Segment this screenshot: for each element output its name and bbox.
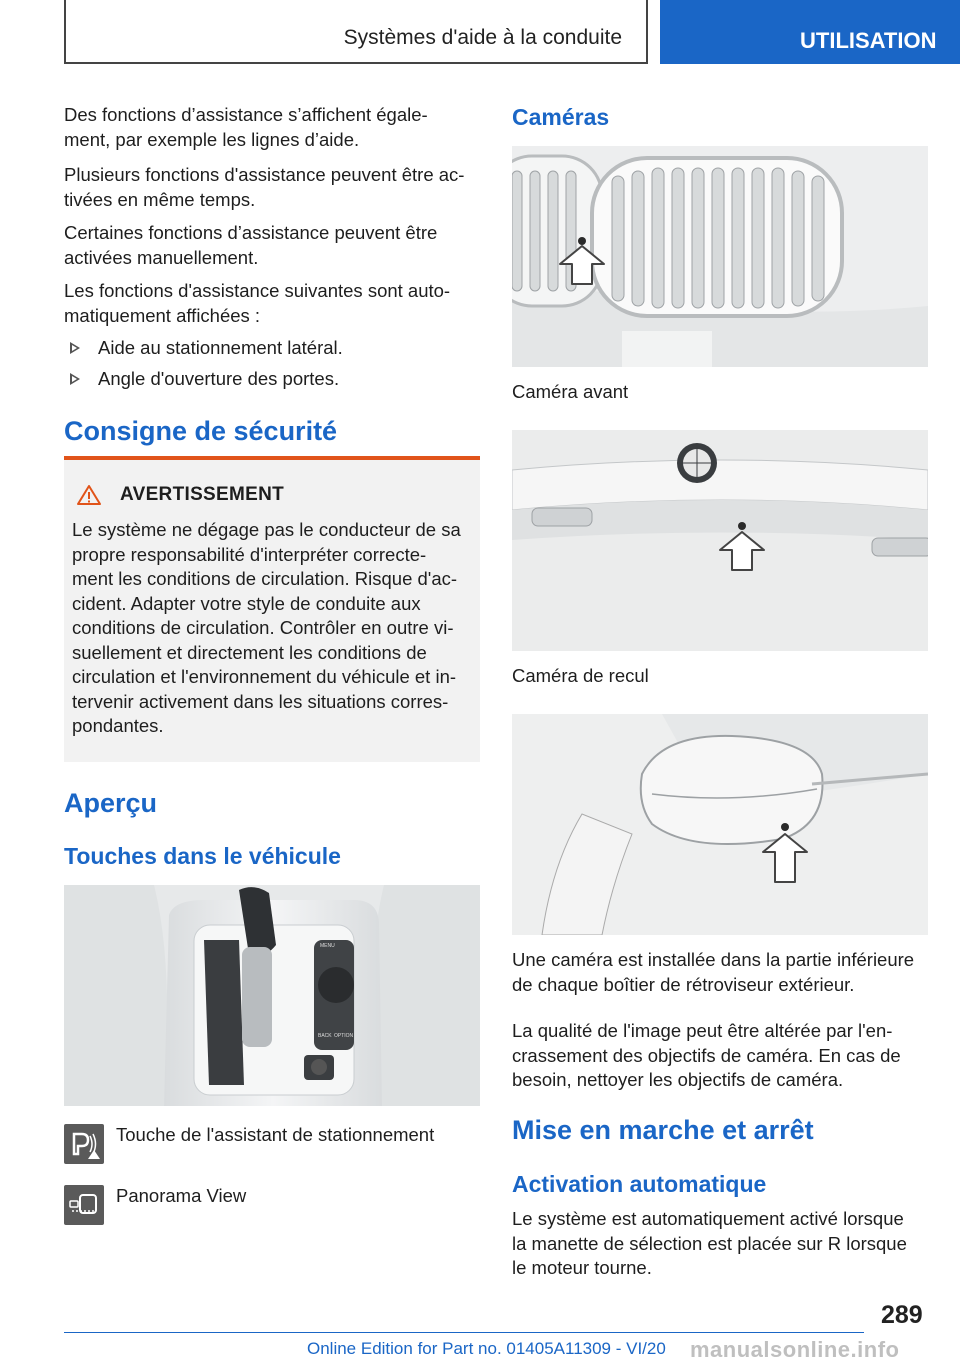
text-line: cident. Adapter votre style de conduite aux <box>72 592 421 614</box>
page-number: 289 <box>881 1301 923 1329</box>
park-assist-label: Touche de l'assistant de stationnement <box>116 1124 435 1145</box>
text-line: Plusieurs fonctions d'assistance peuvent être ac- <box>64 164 465 185</box>
intro-paragraph-4 <box>64 279 450 328</box>
rear-trunk-illustration <box>512 430 928 651</box>
text-line: Une caméra est installée dans la partie inférieure <box>512 949 915 970</box>
rear-camera-caption: Caméra de recul <box>512 665 649 686</box>
auto-activation-heading: Activation automatique <box>512 1171 767 1197</box>
text-line: besoin, nettoyer les objectifs de caméra. <box>512 1069 844 1090</box>
warning-triangle-icon <box>76 484 102 506</box>
text-line: Le système ne dégage pas le conducteur de sa <box>72 519 461 540</box>
text-line: la manette de sélection est placée sur R lorsque <box>512 1232 907 1254</box>
bullet-triangle-icon <box>70 342 80 354</box>
intro-paragraph-2 <box>64 163 464 212</box>
list-item-label: Aide au stationnement latéral. <box>98 337 343 358</box>
park-assist-icon <box>64 1124 104 1164</box>
bullet-triangle-icon <box>70 373 80 385</box>
text-line: tivées en même temps. <box>64 188 256 210</box>
section-title: Systèmes d'aide à la conduite <box>343 26 622 49</box>
side-mirror-illustration <box>512 714 928 935</box>
mirror-camera-text <box>512 948 914 997</box>
text-line: conditions de circulation. Contrôler en outre vi- <box>72 617 454 638</box>
text-line: Les fonctions d'assistance suivantes sont auto- <box>64 280 451 301</box>
front-camera-caption: Caméra avant <box>512 381 629 402</box>
safety-heading: Consigne de sécurité <box>64 416 338 446</box>
text-line: Le système est automatiquement activé lorsque <box>512 1208 904 1229</box>
footer-divider <box>64 1332 864 1333</box>
front-grille-illustration <box>512 146 928 367</box>
text-line: matiquement affichées : <box>64 304 261 326</box>
mirror-camera-figure <box>512 714 928 935</box>
overview-heading: Aperçu <box>64 788 158 818</box>
text-line: La qualité de l'image peut être altérée par l'en- <box>512 1020 893 1041</box>
text-line: le moteur tourne. <box>512 1257 652 1278</box>
chapter-tab-label: UTILISATION <box>800 28 937 53</box>
text-line: tervenir activement dans les situations corres- <box>72 690 449 712</box>
warning-text <box>72 518 461 739</box>
text-line: de chaque boîtier de rétroviseur extérieur. <box>512 973 855 995</box>
text-line: activées manuellement. <box>64 246 259 268</box>
on-off-heading: Mise en marche et arrêt <box>512 1115 814 1145</box>
center-console-illustration <box>64 885 480 1106</box>
list-item <box>64 368 339 390</box>
warning-title: AVERTISSEMENT <box>120 484 285 505</box>
watermark-text: manualsonline.info <box>690 1337 900 1362</box>
buttons-heading: Touches dans le véhicule <box>64 843 341 869</box>
intro-paragraph-1 <box>64 103 428 152</box>
list-item-label: Angle d'ouverture des portes. <box>98 368 340 389</box>
warning-box <box>64 456 480 762</box>
center-console-figure <box>64 885 480 1106</box>
text-line: Certaines fonctions d’assistance peuvent être <box>64 222 438 243</box>
edition-text: Online Edition for Part no. 01405A11309 - VI/20 <box>307 1339 666 1358</box>
text-line: Des fonctions d’assistance s’affichent égale- <box>64 104 428 125</box>
text-line: circulation et l'environnement du véhicule et in- <box>72 666 457 687</box>
console-button-option: OPTION <box>334 1033 354 1039</box>
chapter-tab[interactable] <box>660 0 960 64</box>
text-line: pondantes. <box>72 715 164 736</box>
text-line: ment, par exemple les lignes d’aide. <box>64 128 360 150</box>
intro-paragraph-3 <box>64 221 437 270</box>
warning-header <box>76 484 284 506</box>
rear-camera-figure <box>512 430 928 651</box>
console-button-back: BACK <box>318 1033 332 1039</box>
console-button-menu: MENU <box>320 943 335 949</box>
front-camera-figure <box>512 146 928 367</box>
text-line: suellement et directement les conditions de <box>72 641 427 663</box>
list-item <box>64 337 343 359</box>
image-quality-text <box>512 1019 901 1093</box>
text-line: propre responsabilité d'interpréter correcte- <box>72 543 427 565</box>
text-line: ment les conditions de circulation. Risque d'ac- <box>72 568 458 589</box>
auto-activation-text <box>512 1207 907 1281</box>
panorama-view-label: Panorama View <box>116 1185 247 1206</box>
cameras-heading: Caméras <box>512 104 610 130</box>
panorama-view-icon <box>64 1185 104 1225</box>
text-line: crassement des objectifs de caméra. En cas de <box>512 1044 901 1066</box>
